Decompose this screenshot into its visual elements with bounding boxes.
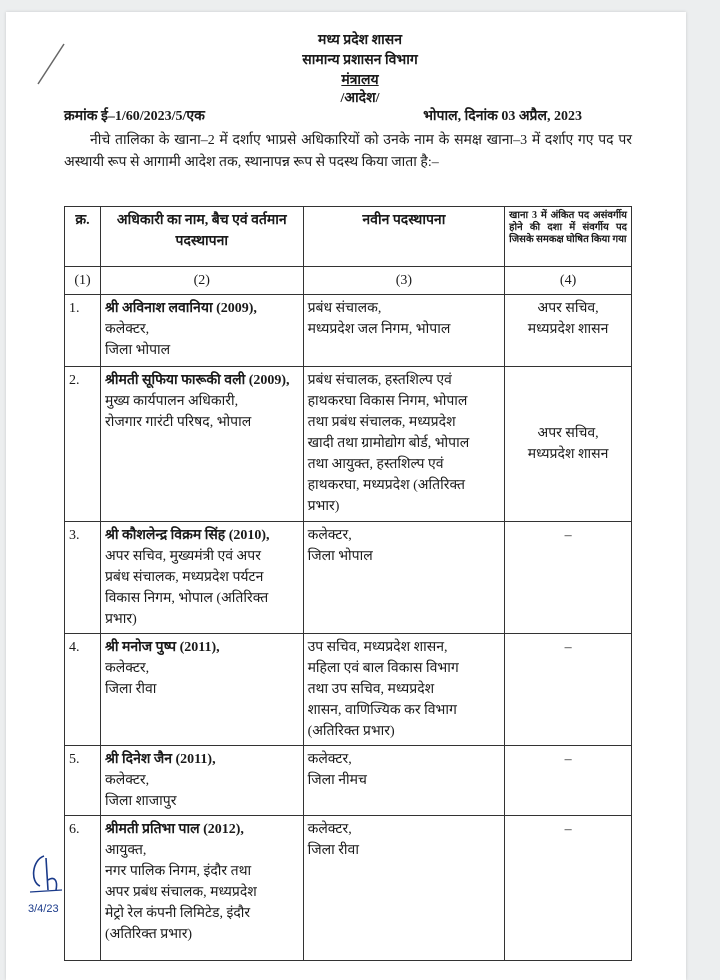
cell-line: विकास निगम, भोपाल (अतिरिक्त <box>104 591 269 606</box>
cell-line: प्रभार) <box>307 499 340 514</box>
column-number <box>100 267 303 295</box>
officer-name: श्री मनोज पुष्प (2011), <box>104 640 220 655</box>
officer-name: श्री दिनेश जैन (2011), <box>104 752 216 767</box>
cell-line: (अतिरिक्त प्रभार) <box>104 927 193 942</box>
intro-paragraph <box>64 130 632 174</box>
header-text: खाना 3 में अंकित पद असंवर्गीय होने की दशा में संवर्गीय पद जिसके समकक्ष घोषित किया गया <box>509 210 627 245</box>
cell-line: जिला रीवा <box>104 682 157 697</box>
equivalent-post-cell <box>505 295 632 367</box>
cell-line: अपर सचिव, <box>537 426 599 441</box>
cell-line: प्रभार) <box>104 612 137 627</box>
column-number <box>65 267 101 295</box>
officer-cell <box>100 367 303 522</box>
officer-cell <box>100 816 303 961</box>
order-date: भोपाल, दिनांक 03 अप्रैल, 2023 <box>423 109 582 124</box>
header-ministry: मंत्रालय <box>341 73 379 88</box>
equivalent-post-cell <box>505 522 632 634</box>
cell-line: जिला भोपाल <box>307 549 373 564</box>
header-text: क्र. <box>75 213 90 228</box>
cell-line: उप सचिव, मध्यप्रदेश शासन, <box>307 640 448 655</box>
equivalent-post-cell <box>505 816 632 961</box>
cell-line: शासन, वाणिज्यिक कर विभाग <box>307 703 457 718</box>
order-number: क्रमांक ई–1/60/2023/5/एक <box>64 109 205 124</box>
column-number-text: (4) <box>559 273 577 288</box>
new-posting-cell <box>303 816 505 961</box>
cell-line: मध्यप्रदेश शासन <box>527 447 609 462</box>
column-header <box>100 207 303 267</box>
header-govt: मध्य प्रदेश शासन <box>317 33 403 48</box>
header-text: नवीन पदस्थापना <box>362 213 446 228</box>
cell-line: – <box>564 528 572 543</box>
serial-cell <box>65 367 101 522</box>
cell-line: प्रबंध संचालक, मध्यप्रदेश पर्यटन <box>104 570 264 585</box>
officer-name: श्रीमती सूफिया फारूकी वली (2009), <box>104 373 290 388</box>
new-posting-cell <box>303 522 505 634</box>
officer-cell <box>100 634 303 746</box>
column-number-text: (1) <box>74 273 91 288</box>
cell-line: जिला शाजापुर <box>104 794 177 809</box>
table-row <box>65 367 632 522</box>
cell-line: हाथकरघा, मध्यप्रदेश (अतिरिक्त <box>307 478 465 493</box>
column-number-text: (3) <box>395 273 413 288</box>
serial-cell <box>65 634 101 746</box>
cell-line: कलेक्टर, <box>104 773 150 788</box>
cell-line: कलेक्टर, <box>307 528 352 543</box>
cell-line: – <box>564 752 572 767</box>
column-number <box>303 267 505 295</box>
cell-line: मेट्रो रेल कंपनी लिमिटेड, इंदौर <box>104 906 251 921</box>
new-posting-cell <box>303 295 505 367</box>
officer-name: श्री कौशलेन्द्र विक्रम सिंह (2010), <box>104 528 270 543</box>
cell-line: – <box>564 822 572 837</box>
cell-line: आयुक्त, <box>104 843 147 858</box>
cell-line: जिला रीवा <box>307 843 359 858</box>
cell-line: कलेक्टर, <box>307 822 352 837</box>
cell-line: तथा उप सचिव, मध्यप्रदेश <box>307 682 435 697</box>
serial-cell <box>65 746 101 816</box>
intro-text: नीचे तालिका के खाना–2 में दर्शाए भाप्रसे अधिकारियों को उनके नाम के समक्ष खाना–3 में दर्शाए गए पद पर अस्थायी रूप से आगामी आदेश तक, स्थानापन्न रूप से पदस्थ किया जाता है:– <box>64 133 632 170</box>
serial-cell <box>65 522 101 634</box>
officer-name: श्री अविनाश लवानिया (2009), <box>104 301 257 316</box>
equivalent-post-cell <box>505 367 632 522</box>
serial-number: 3. <box>69 528 80 543</box>
header-order: /आदेश/ <box>340 91 380 106</box>
cell-line: प्रबंध संचालक, <box>307 301 382 316</box>
cell-line: अपर सचिव, <box>537 301 599 316</box>
officer-cell <box>100 522 303 634</box>
serial-number: 5. <box>69 752 80 767</box>
column-number-text: (2) <box>193 273 210 288</box>
column-header <box>303 207 505 267</box>
header-dept: सामान्य प्रशासन विभाग <box>302 53 418 68</box>
column-header <box>505 207 632 267</box>
equivalent-post-cell <box>505 634 632 746</box>
posting-table <box>64 206 632 961</box>
equivalent-post-cell <box>505 746 632 816</box>
table-row <box>65 522 632 634</box>
new-posting-cell <box>303 634 505 746</box>
cell-line: तथा आयुक्त, हस्तशिल्प एवं <box>307 457 444 472</box>
serial-number: 4. <box>69 640 80 655</box>
new-posting-cell <box>303 367 505 522</box>
table-row <box>65 816 632 961</box>
cell-line: कलेक्टर, <box>104 661 150 676</box>
officer-cell <box>100 746 303 816</box>
cell-line: हाथकरघा विकास निगम, भोपाल <box>307 394 468 409</box>
cell-line: रोजगार गारंटी परिषद, भोपाल <box>104 415 252 430</box>
serial-number: 1. <box>69 301 80 316</box>
cell-line: मुख्य कार्यपालन अधिकारी, <box>104 394 239 409</box>
header-text: अधिकारी का नाम, बैच एवं वर्तमान पदस्थापना <box>116 213 287 249</box>
cell-line: अपर सचिव, मुख्यमंत्री एवं अपर <box>104 549 261 564</box>
cell-line: नगर पालिक निगम, इंदौर तथा <box>104 864 252 879</box>
header-row <box>65 207 632 267</box>
signature-initials <box>22 850 72 930</box>
cell-line: तथा प्रबंध संचालक, मध्यप्रदेश <box>307 415 456 430</box>
cell-line: (अतिरिक्त प्रभार) <box>307 724 395 739</box>
officer-name: श्रीमती प्रतिभा पाल (2012), <box>104 822 244 837</box>
column-number-row <box>65 267 632 295</box>
table-row <box>65 634 632 746</box>
cell-line: अपर प्रबंध संचालक, मध्यप्रदेश <box>104 885 257 900</box>
signature-date: 3/4/23 <box>28 903 59 915</box>
serial-number: 6. <box>69 822 80 837</box>
cell-line: कलेक्टर, <box>307 752 352 767</box>
column-header <box>65 207 101 267</box>
table-row <box>65 746 632 816</box>
new-posting-cell <box>303 746 505 816</box>
column-number <box>505 267 632 295</box>
cell-line: – <box>564 640 572 655</box>
cell-line: कलेक्टर, <box>104 322 150 337</box>
cell-line: महिला एवं बाल विकास विभाग <box>307 661 459 676</box>
table-row <box>65 295 632 367</box>
cell-line: जिला भोपाल <box>104 343 171 358</box>
serial-cell <box>65 295 101 367</box>
cell-line: मध्यप्रदेश शासन <box>527 322 609 337</box>
cell-line: प्रबंध संचालक, हस्तशिल्प एवं <box>307 373 452 388</box>
cell-line: मध्यप्रदेश जल निगम, भोपाल <box>307 322 451 337</box>
cell-line: खादी तथा ग्रामोद्योग बोर्ड, भोपाल <box>307 436 470 451</box>
officer-cell <box>100 295 303 367</box>
cell-line: जिला नीमच <box>307 773 367 788</box>
serial-number: 2. <box>69 373 80 388</box>
